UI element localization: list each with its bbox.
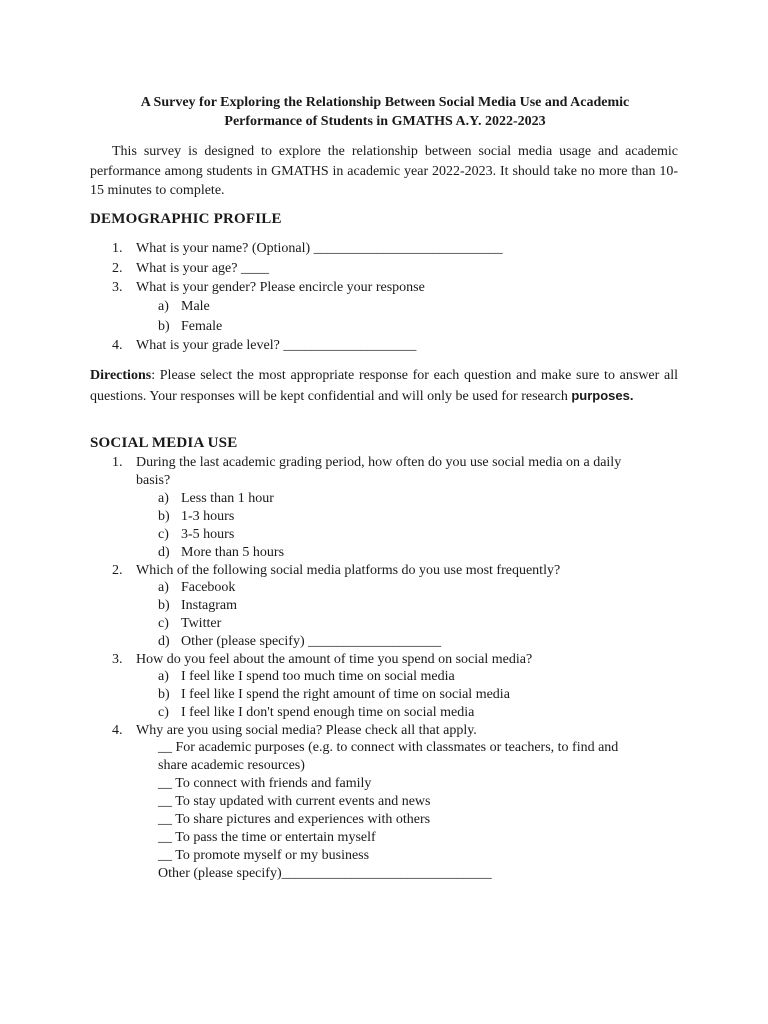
intro-paragraph xyxy=(90,142,678,201)
directions-line-3: purposes. xyxy=(571,387,634,403)
social-media-heading: SOCIAL MEDIA USE xyxy=(90,435,238,451)
demo-q3-option-text: Male xyxy=(181,299,210,314)
sm-q4-check-item: share academic resources) xyxy=(158,758,305,773)
demo-q4-text: What is your grade level? ___________________ xyxy=(136,338,417,353)
demo-q3-option-text: Female xyxy=(181,319,223,334)
sm-q1-option-letter: a) xyxy=(158,491,169,506)
sm-q4-text: Why are you using social media? Please check all that apply. xyxy=(136,723,477,738)
sm-q2-option-text: Instagram xyxy=(181,598,237,613)
demo-q4-number: 4. xyxy=(112,338,123,353)
sm-q4-number: 4. xyxy=(112,723,123,738)
demographic-heading: DEMOGRAPHIC PROFILE xyxy=(90,211,282,227)
sm-q3-option-letter: c) xyxy=(158,705,169,720)
intro-line-2: performance among students in GMATHS in academic year 2022-2023. It should take no more xyxy=(90,163,628,179)
sm-q4-check-item: __ To promote myself or my business xyxy=(158,848,370,863)
sm-q2-option-text: Other (please specify) ___________________ xyxy=(181,634,442,649)
demo-q1-number: 1. xyxy=(112,241,123,256)
sm-q3-option-letter: a) xyxy=(158,669,169,684)
demo-q3-option-letter: a) xyxy=(158,299,169,314)
demo-q2-number: 2. xyxy=(112,261,123,276)
sm-q1-option-letter: b) xyxy=(158,509,170,524)
sm-q4-check-item: __ To stay updated with current events and news xyxy=(158,794,431,809)
sm-q1-option-text: More than 5 hours xyxy=(181,545,285,560)
sm-q4-check-item: __ To share pictures and experiences with others xyxy=(158,812,431,827)
sm-q2-text: Which of the following social media platforms do you use most frequently? xyxy=(136,563,561,578)
sm-q1-option-text: Less than 1 hour xyxy=(181,491,274,506)
directions-line-1: : Please select the most appropriate response for each question and make sure to xyxy=(151,368,615,383)
demo-q1-text: What is your name? (Optional) ___________________________ xyxy=(136,241,503,256)
sm-q3-option-text: I feel like I spend too much time on social media xyxy=(181,669,455,684)
intro-line-1: This survey is designed to explore the relationship between social media usage and academic xyxy=(112,144,678,159)
directions-label: Directions xyxy=(90,368,152,383)
demo-q3-text: What is your gender? Please encircle your response xyxy=(136,280,425,295)
sm-q2-option-letter: b) xyxy=(158,598,170,613)
sm-q1-option-text: 3-5 hours xyxy=(181,527,235,542)
directions-paragraph xyxy=(90,366,678,406)
sm-q1-option-letter: c) xyxy=(158,527,169,542)
sm-q4-other-specify: Other (please specify)______________________________ xyxy=(158,866,492,881)
sm-q1-text-line-2: basis? xyxy=(136,473,171,488)
sm-q3-option-text: I feel like I don't spend enough time on social media xyxy=(181,705,475,720)
sm-q1-option-letter: d) xyxy=(158,545,170,560)
sm-q3-text: How do you feel about the amount of time you spend on social media? xyxy=(136,652,533,667)
sm-q1-number: 1. xyxy=(112,455,123,470)
title-line-1: A Survey for Exploring the Relationship Between Social Media Use and Academic xyxy=(140,95,630,110)
sm-q3-option-letter: b) xyxy=(158,687,170,702)
demo-q3-option-letter: b) xyxy=(158,319,170,334)
title-line-2: Performance of Students in GMATHS A.Y. 2022-2023 xyxy=(224,114,546,129)
sm-q2-number: 2. xyxy=(112,563,123,578)
directions-line-2: answer all questions. Your responses will be kept confidential and will only be used for research xyxy=(90,368,678,404)
sm-q3-number: 3. xyxy=(112,652,123,667)
sm-q2-option-text: Facebook xyxy=(181,580,236,595)
sm-q4-check-item: __ For academic purposes (e.g. to connect with classmates or teachers, to find and xyxy=(158,740,619,755)
sm-q2-option-letter: a) xyxy=(158,580,169,595)
sm-q1-text-line-1: During the last academic grading period, how often do you use social media on a daily xyxy=(136,455,622,470)
survey-title xyxy=(90,93,680,131)
demo-q3-number: 3. xyxy=(112,280,123,295)
intro-line-3: than 10-15 minutes to complete. xyxy=(90,163,678,198)
demo-q2-text: What is your age? ____ xyxy=(136,261,269,276)
sm-q3-option-text: I feel like I spend the right amount of time on social media xyxy=(181,687,510,702)
sm-q4-check-item: __ To pass the time or entertain myself xyxy=(158,830,376,845)
sm-q2-option-text: Twitter xyxy=(181,616,222,631)
sm-q2-option-letter: c) xyxy=(158,616,169,631)
sm-q4-check-item: __ To connect with friends and family xyxy=(158,776,372,791)
sm-q1-option-text: 1-3 hours xyxy=(181,509,235,524)
sm-q2-option-letter: d) xyxy=(158,634,170,649)
